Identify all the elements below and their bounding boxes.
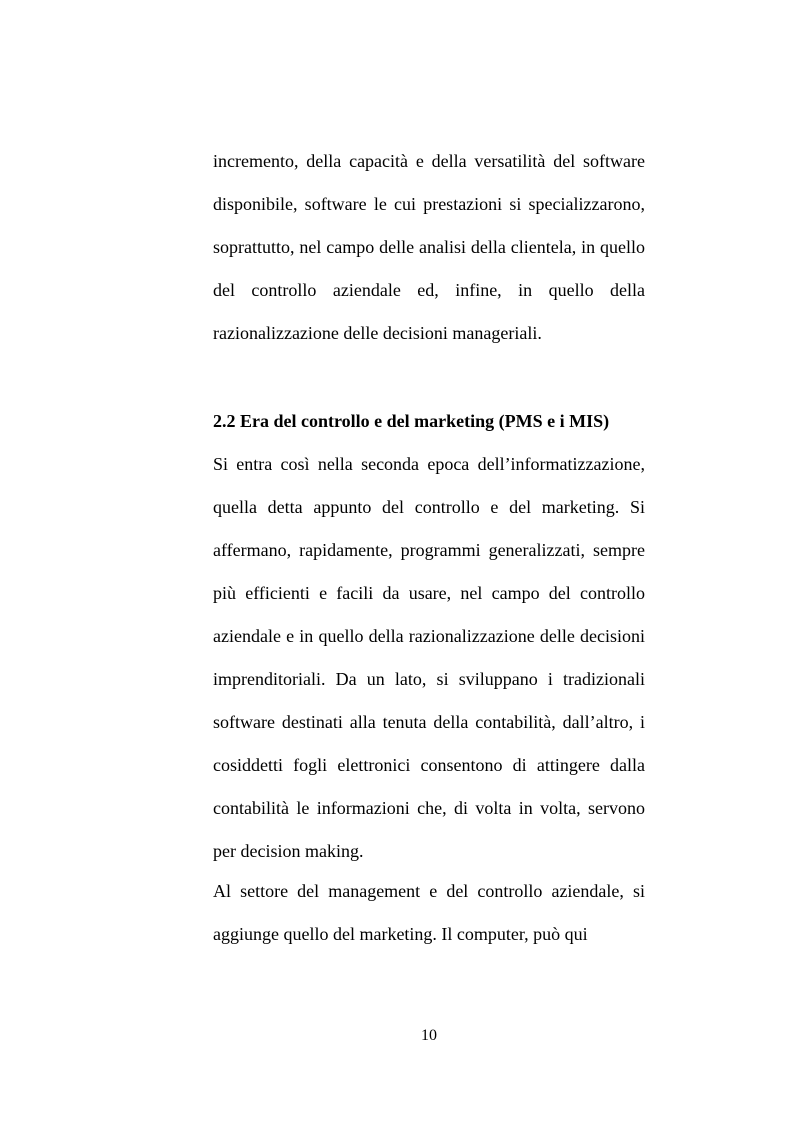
page-number: 10	[421, 1027, 437, 1044]
paragraph-marketing-sector: Al settore del management e del controllo aziendale, si aggiunge quello del marketing. Il computer, può qui	[213, 881, 645, 944]
section-heading: 2.2 Era del controllo e del marketing (PMS e i MIS)	[213, 411, 610, 431]
paragraph-control-marketing-era: Si entra così nella seconda epoca dell’informatizzazione, quella detta appunto del controllo e del marketing. Si affermano, rapidamente, programmi generalizzati, sempre più efficienti e facili da usare, nel campo del controllo aziendale e in quello della razionalizzazione delle decisioni imprenditoriali. Da un lato, si sviluppano i tradizionali software destinati alla tenuta della contabilità, dall’altro, i cosiddetti fogli elettronici consentono di attingere dalla contabilità le informazioni che, di volta in volta, servono per decision making.	[213, 454, 645, 861]
paragraph-software-evolution: incremento, della capacità e della versatilità del software disponibile, software le cui prestazioni si specializzarono, soprattutto, nel campo delle analisi della clientela, in quello del controllo aziendale ed, infine, in quello della razionalizzazione delle decisioni manageriali.	[213, 151, 645, 343]
document-page	[213, 0, 645, 1123]
